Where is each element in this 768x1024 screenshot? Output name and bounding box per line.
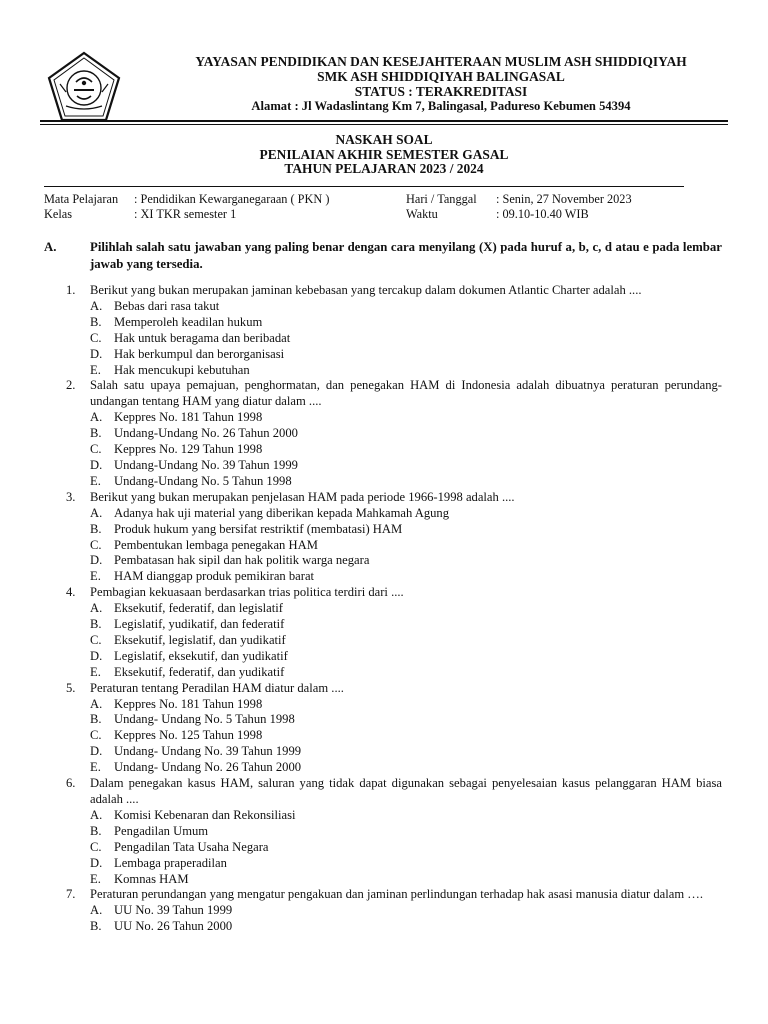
school-emblem-icon <box>46 50 122 124</box>
answer-option <box>90 919 722 935</box>
option-text: Pengadilan Tata Usaha Negara <box>114 839 269 854</box>
option-letter: D. <box>90 457 103 472</box>
question-item <box>66 283 722 378</box>
question-text: Berikut yang bukan merupakan jaminan kebebasan yang tercakup dalam dokumen Atlantic Charter adalah .... <box>90 283 642 297</box>
title-line-1: NASKAH SOAL <box>335 132 433 147</box>
option-text: Keppres No. 181 Tahun 1998 <box>114 696 263 711</box>
option-letter: B. <box>90 617 102 632</box>
option-text: Hak mencukupi kebutuhan <box>114 362 250 377</box>
option-letter: E. <box>90 473 101 488</box>
option-text: HAM dianggap produk pemikiran barat <box>114 569 315 584</box>
question-number: 5. <box>66 680 76 695</box>
option-letter: C. <box>90 442 102 457</box>
option-text: Legislatif, yudikatif, dan federatif <box>114 617 285 632</box>
option-text: Undang-Undang No. 26 Tahun 2000 <box>114 426 298 441</box>
option-text: Undang- Undang No. 26 Tahun 2000 <box>114 760 302 775</box>
school-name: SMK ASH SHIDDIQIYAH BALINGASAL <box>317 69 565 84</box>
exam-info-left <box>44 192 329 221</box>
option-letter: A. <box>90 807 103 822</box>
answer-option <box>90 315 722 331</box>
option-text: Undang- Undang No. 39 Tahun 1999 <box>114 744 302 759</box>
option-letter: E. <box>90 362 101 377</box>
time-label: Waktu <box>406 206 438 221</box>
option-letter: A. <box>90 298 103 313</box>
option-text: Hak untuk beragama dan beribadat <box>114 330 291 345</box>
question-number: 1. <box>66 283 76 297</box>
option-letter: C. <box>90 839 102 854</box>
question-item <box>66 585 722 680</box>
title-line-2: PENILAIAN AKHIR SEMESTER GASAL <box>259 146 509 162</box>
question-item <box>66 681 722 776</box>
option-letter: A. <box>90 903 103 918</box>
option-text: Pengadilan Umum <box>114 823 209 838</box>
answer-option <box>90 697 722 713</box>
answer-option <box>90 601 722 617</box>
answer-option <box>90 410 722 426</box>
question-text: Dalam penegakan kasus HAM, saluran yang tidak dapat digunakan sebagai penyelesaian kasus pelanggaran HAM biasa adalah .... <box>90 776 722 806</box>
option-text: Bebas dari rasa takut <box>114 298 220 313</box>
option-text: Eksekutif, legislatif, dan yudikatif <box>114 632 286 647</box>
option-letter: D. <box>90 553 103 568</box>
title-line-3: TAHUN PELAJARAN 2023 / 2024 <box>284 161 484 177</box>
option-text: Hak berkumpul dan berorganisasi <box>114 346 285 361</box>
info-divider <box>44 186 684 187</box>
option-letter: A. <box>90 696 103 711</box>
answer-option <box>90 363 722 379</box>
answer-option <box>90 617 722 633</box>
question-text: Berikut yang bukan merupakan penjelasan HAM pada periode 1966-1998 adalah .... <box>90 489 515 504</box>
exam-info-right <box>406 192 632 221</box>
option-letter: B. <box>90 314 102 329</box>
option-letter: B. <box>90 919 102 934</box>
answer-option <box>90 538 722 554</box>
section-instruction <box>44 239 722 272</box>
answer-option <box>90 299 722 315</box>
day-value: : Senin, 27 November 2023 <box>496 192 632 206</box>
question-item <box>66 887 722 935</box>
answer-option <box>90 442 722 458</box>
option-text: Komisi Kebenaran dan Rekonsiliasi <box>114 807 296 822</box>
time-value: : 09.10-10.40 WIB <box>496 206 589 221</box>
subject-row <box>44 192 329 207</box>
option-letter: A. <box>90 505 103 520</box>
class-value: : XI TKR semester 1 <box>134 206 237 221</box>
day-label: Hari / Tanggal <box>406 192 477 206</box>
option-text: Keppres No. 181 Tahun 1998 <box>114 410 263 425</box>
option-letter: D. <box>90 346 103 361</box>
answer-option <box>90 665 722 681</box>
answer-option <box>90 824 722 840</box>
option-text: Keppres No. 129 Tahun 1998 <box>114 442 263 457</box>
answer-option <box>90 331 722 347</box>
question-text: Peraturan tentang Peradilan HAM diatur dalam .... <box>90 680 344 695</box>
section-letter: A. <box>44 240 57 254</box>
answer-option <box>90 522 722 538</box>
option-text: Adanya hak uji material yang diberikan kepada Mahkamah Agung <box>114 505 450 520</box>
option-letter: E. <box>90 760 101 775</box>
day-row <box>406 192 632 207</box>
header-divider-thin <box>40 124 728 125</box>
option-letter: D. <box>90 744 103 759</box>
question-number: 4. <box>66 585 76 600</box>
option-text: Keppres No. 125 Tahun 1998 <box>114 728 263 743</box>
answer-option <box>90 553 722 569</box>
option-letter: C. <box>90 632 102 647</box>
option-text: Undang-Undang No. 5 Tahun 1998 <box>114 473 292 488</box>
question-text: Salah satu upaya pemajuan, penghormatan, dan penegakan HAM di Indonesia adalah dibuatnya peraturan perundang-undangan tentang HAM yang diatur dalam .... <box>90 378 722 409</box>
option-letter: B. <box>90 712 102 727</box>
option-text: Undang-Undang No. 39 Tahun 1999 <box>114 457 298 472</box>
answer-option <box>90 474 722 490</box>
option-letter: B. <box>90 823 102 838</box>
time-row <box>406 207 632 222</box>
option-letter: C. <box>90 728 102 743</box>
answer-option <box>90 347 722 363</box>
exam-title <box>0 133 768 177</box>
option-letter: B. <box>90 521 102 536</box>
option-text: Eksekutif, federatif, dan yudikatif <box>114 664 285 679</box>
question-number: 6. <box>66 776 76 791</box>
class-label: Kelas <box>44 206 72 221</box>
subject-value: : Pendidikan Kewarganegaraan ( PKN ) <box>134 192 330 206</box>
option-letter: E. <box>90 664 101 679</box>
answer-option <box>90 458 722 474</box>
subject-label: Mata Pelajaran <box>44 192 119 206</box>
option-letter: C. <box>90 330 102 345</box>
answer-option <box>90 760 722 776</box>
question-item <box>66 378 722 489</box>
option-letter: E. <box>90 569 101 584</box>
option-text: Legislatif, eksekutif, dan yudikatif <box>114 648 288 663</box>
accreditation-status: STATUS : TERAKREDITASI <box>354 84 528 99</box>
question-list <box>66 283 722 935</box>
option-text: Produk hukum yang bersifat restriktif (membatasi) HAM <box>114 521 403 536</box>
answer-option <box>90 808 722 824</box>
question-item <box>66 776 722 887</box>
foundation-name: YAYASAN PENDIDIKAN DAN KESEJAHTERAAN MUSLIM ASH SHIDDIQIYAH <box>195 54 687 69</box>
option-text: UU No. 26 Tahun 2000 <box>114 919 233 934</box>
option-text: Memperoleh keadilan hukum <box>114 314 263 329</box>
option-text: Komnas HAM <box>114 871 189 886</box>
option-letter: E. <box>90 871 101 886</box>
answer-option <box>90 872 722 888</box>
question-text: Pembagian kekuasaan berdasarkan trias politica terdiri dari .... <box>90 585 404 600</box>
instruction-text: Pilihlah salah satu jawaban yang paling benar dengan cara menyilang (X) pada huruf a, b, c, d atau e pada lembar jawab yang tersedia. <box>90 240 722 271</box>
letterhead <box>150 54 732 114</box>
answer-option <box>90 426 722 442</box>
option-text: Undang- Undang No. 5 Tahun 1998 <box>114 712 295 727</box>
option-text: Pembatasan hak sipil dan hak politik warga negara <box>114 553 370 568</box>
option-letter: C. <box>90 537 102 552</box>
answer-option <box>90 840 722 856</box>
header-divider-thick <box>40 120 728 122</box>
answer-option <box>90 712 722 728</box>
option-text: Eksekutif, federatif, dan legislatif <box>114 601 283 616</box>
school-address: Alamat : Jl Wadaslintang Km 7, Balingasal, Padureso Kebumen 54394 <box>251 99 631 113</box>
question-text: Peraturan perundangan yang mengatur pengakuan dan jaminan perlindungan terhadap hak asasi manusia diatur dalam …. <box>90 887 704 902</box>
answer-option <box>90 903 722 919</box>
option-text: Pembentukan lembaga penegakan HAM <box>114 537 318 552</box>
question-number: 2. <box>66 378 76 393</box>
option-text: Lembaga praperadilan <box>114 855 227 870</box>
option-letter: B. <box>90 426 102 441</box>
answer-option <box>90 744 722 760</box>
option-letter: A. <box>90 410 103 425</box>
answer-option <box>90 506 722 522</box>
option-text: UU No. 39 Tahun 1999 <box>114 903 233 918</box>
question-number: 3. <box>66 489 76 504</box>
option-letter: A. <box>90 601 103 616</box>
answer-option <box>90 728 722 744</box>
answer-option <box>90 569 722 585</box>
question-item <box>66 490 722 585</box>
option-letter: D. <box>90 648 103 663</box>
question-number: 7. <box>66 887 76 902</box>
option-letter: D. <box>90 855 103 870</box>
answer-option <box>90 856 722 872</box>
class-row <box>44 207 329 222</box>
answer-option <box>90 633 722 649</box>
answer-option <box>90 649 722 665</box>
